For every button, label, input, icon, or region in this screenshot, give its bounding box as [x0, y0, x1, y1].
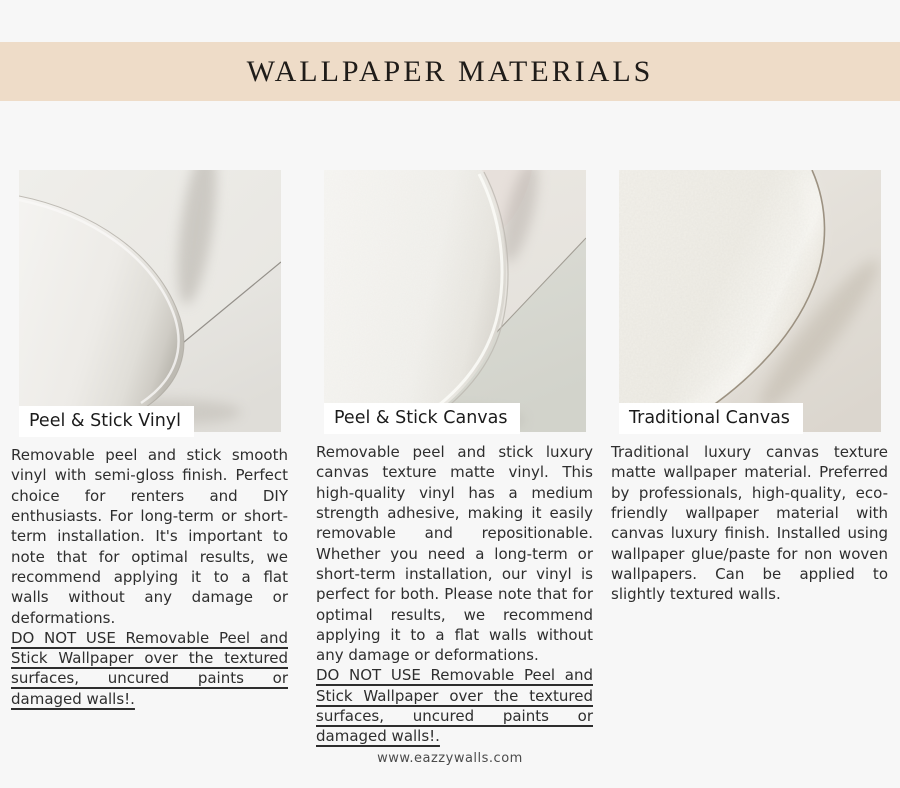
material-label-box: [19, 406, 288, 437]
website-url: www.eazzywalls.com: [377, 751, 523, 766]
material-label: Traditional Canvas: [619, 403, 803, 434]
material-label-box: [619, 403, 888, 434]
material-card-peel-stick-canvas: [316, 170, 593, 747]
canvas-vinyl-sample-photo: [324, 170, 586, 432]
material-card-traditional-canvas: [611, 170, 888, 605]
traditional-canvas-sample-photo: [619, 170, 881, 432]
material-description: Removable peel and stick smooth vinyl with semi-gloss finish. Perfect choice for renters and DIY enthusiasts. For long-term or short-term installation. It's important to note that for optimal results, we recommend applying it to a flat walls without any damage or deformations.: [11, 446, 288, 627]
material-card-peel-stick-vinyl: [11, 170, 288, 709]
header-band: [0, 42, 900, 101]
traditional-canvas-sample-photo-svg: [619, 170, 881, 432]
vinyl-sample-photo-svg: [19, 170, 281, 432]
material-label: Peel & Stick Canvas: [324, 403, 520, 434]
material-warning: DO NOT USE Removable Peel and Stick Wallpaper over the textured surfaces, uncured paints or damaged walls!.: [11, 628, 288, 708]
material-label: Peel & Stick Vinyl: [19, 406, 194, 437]
material-description: Traditional luxury canvas texture matte wallpaper material. Preferred by professionals, high-quality, eco-friendly wallpaper material with canvas luxury finish. Installed using wallpaper glue/paste for non woven wallpapers. Can be applied to slightly textured walls.: [611, 443, 888, 604]
vinyl-sample-photo: [19, 170, 281, 432]
material-label-box: [324, 403, 593, 434]
material-warning: DO NOT USE Removable Peel and Stick Wallpaper over the textured surfaces, uncured paints or damaged walls!.: [316, 666, 593, 746]
canvas-vinyl-sample-photo-svg: [324, 170, 586, 432]
page-title: WALLPAPER MATERIALS: [246, 54, 654, 88]
material-description: Removable peel and stick luxury canvas texture matte vinyl. This high-quality vinyl has a medium strength adhesive, making it easily removable and repositionable. Whether you need a long-term or short-term installation, our vinyl is perfect for both. Please note that for optimal results, we recommend applying it to a flat walls without any damage or deformations.: [316, 443, 593, 665]
